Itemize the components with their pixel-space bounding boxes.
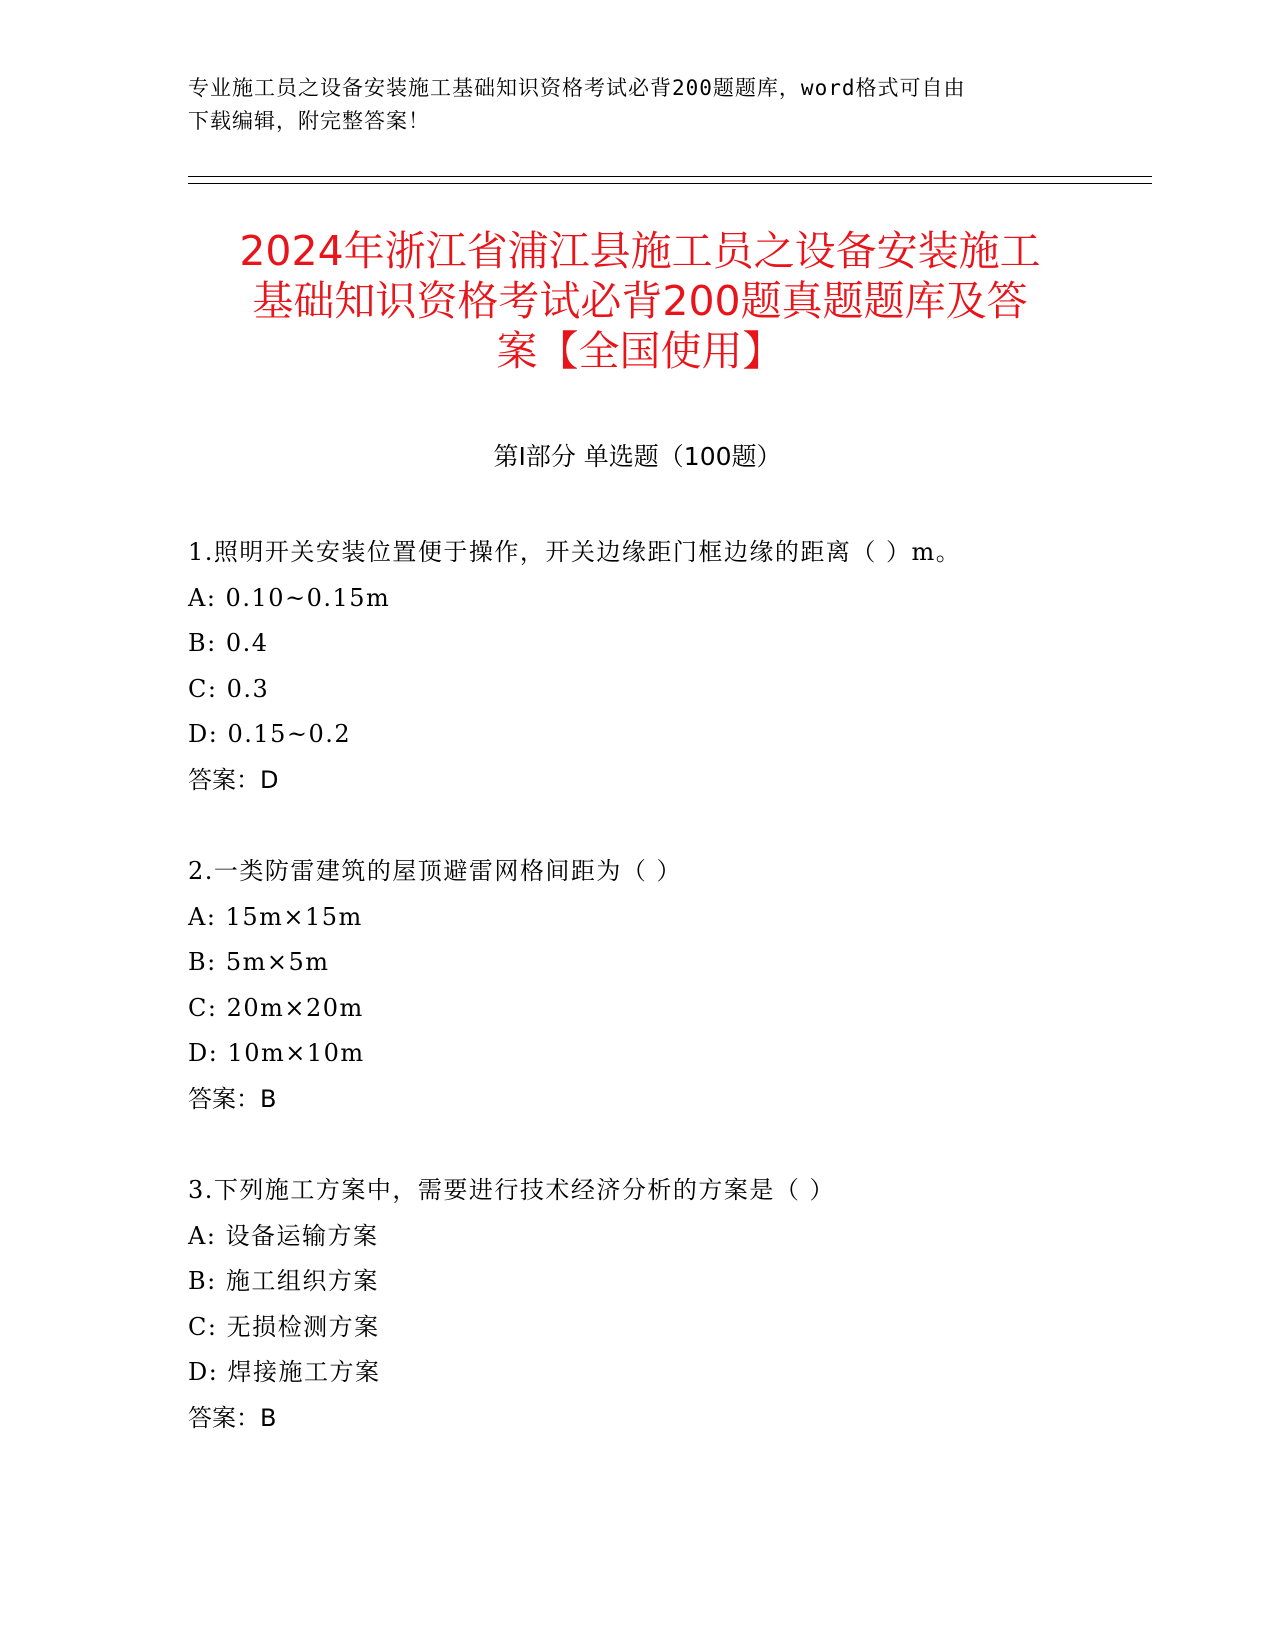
question-stem: 3.下列施工方案中，需要进行技术经济分析的方案是（ ） [188, 1176, 836, 1204]
option-c: C: 无损检测方案 [188, 1312, 380, 1341]
option-c: C: 0.3 [188, 674, 270, 703]
option-a: A: 15m×15m [188, 902, 363, 931]
option-a: A: 0.10~0.15m [188, 583, 391, 612]
question-2 [188, 849, 1148, 1122]
header-divider-bottom [188, 183, 1152, 184]
answer: 答案：D [188, 765, 279, 794]
header-note [188, 72, 1088, 138]
answer: 答案：B [188, 1403, 277, 1432]
document-title-line-3: 案【全国使用】 [496, 327, 784, 375]
option-a: A: 设备运输方案 [188, 1221, 379, 1250]
option-b: B: 施工组织方案 [188, 1267, 379, 1295]
header-divider-top [188, 176, 1152, 177]
option-b: B: 5m×5m [188, 948, 330, 976]
question-1 [188, 530, 1148, 803]
question-stem: 2.一类防雷建筑的屋顶避雷网格间距为（ ） [188, 857, 683, 885]
header-note-line-2: 下载编辑，附完整答案！ [188, 109, 430, 133]
question-list [188, 530, 1148, 1487]
option-d: D: 焊接施工方案 [188, 1358, 381, 1386]
option-c: C: 20m×20m [188, 993, 364, 1022]
option-d: D: 10m×10m [188, 1039, 365, 1067]
header-note-line-1: 专业施工员之设备安装施工基础知识资格考试必背200题题库，word格式可自由 [188, 76, 966, 100]
question-3 [188, 1168, 1148, 1441]
option-d: D: 0.15~0.2 [188, 720, 352, 748]
document-title [180, 226, 1100, 376]
section-heading: 第Ⅰ部分 单选题（100题） [493, 442, 782, 471]
option-b: B: 0.4 [188, 629, 269, 657]
document-title-line-1: 2024年浙江省浦江县施工员之设备安装施工 [239, 227, 1041, 275]
document-title-line-2: 基础知识资格考试必背200题真题题库及答 [252, 277, 1028, 325]
answer: 答案：B [188, 1084, 277, 1113]
question-stem: 1.照明开关安装位置便于操作，开关边缘距门框边缘的距离（ ）m。 [188, 538, 962, 566]
